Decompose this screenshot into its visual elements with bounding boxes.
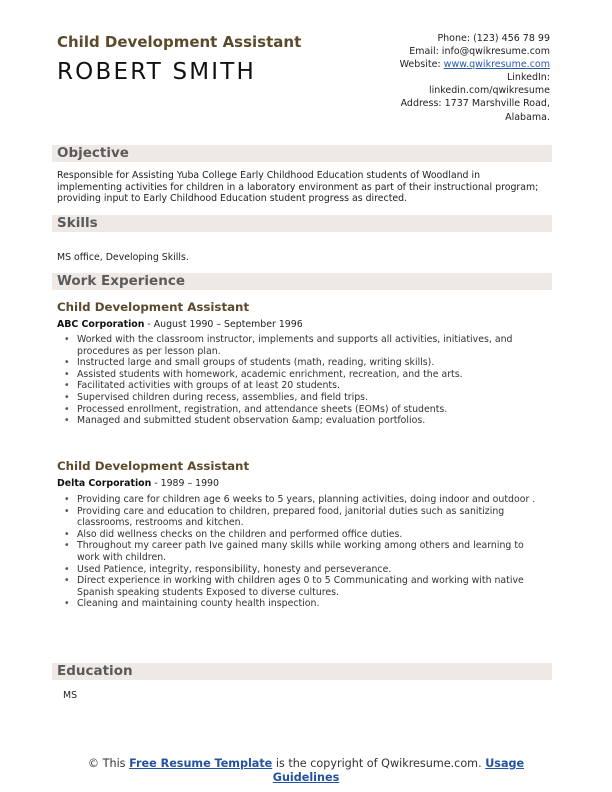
job-1-title: Child Development Assistant bbox=[57, 300, 250, 314]
list-item: • Processed enrollment, registration, and attendance sheets (EOMs) of students. bbox=[77, 404, 547, 416]
footer-prefix: © This bbox=[87, 757, 130, 770]
list-item: • Providing care for children age 6 weeks to 5 years, planning activities, doing indoor and outdoor . bbox=[77, 494, 547, 506]
candidate-name: ROBERT SMITH bbox=[57, 59, 257, 85]
header-job-title: Child Development Assistant bbox=[57, 33, 302, 51]
list-item: • Throughout my career path Ive gained many skills while working among others and learning to work with children. bbox=[77, 540, 547, 563]
education-section-header bbox=[52, 663, 552, 680]
website-label: Website: bbox=[399, 59, 444, 71]
skills-text: MS office, Developing Skills. bbox=[57, 252, 189, 263]
contact-linkedin-value: linkedin.com/qwikresume bbox=[428, 85, 550, 97]
contact-website bbox=[340, 58, 550, 71]
copyright-footer bbox=[0, 757, 612, 785]
list-item: • Also did wellness checks on the children and performed office duties. bbox=[77, 529, 547, 541]
usage-guidelines-link-part2[interactable]: Guidelines bbox=[272, 771, 340, 784]
job-1-dates: - August 1990 – September 1996 bbox=[144, 319, 303, 330]
job-2-company: Delta Corporation bbox=[57, 478, 152, 489]
list-item: • Managed and submitted student observation &amp; evaluation portfolios. bbox=[77, 415, 547, 427]
job-1-company: ABC Corporation bbox=[57, 319, 145, 330]
footer-middle: is the copyright of Qwikresume.com. bbox=[272, 757, 486, 770]
contact-linkedin-label: LinkedIn: bbox=[506, 72, 550, 84]
list-item: • Instructed large and small groups of students (math, reading, writing skills). bbox=[77, 357, 547, 369]
list-item: • Supervised children during recess, assemblies, and field trips. bbox=[77, 392, 547, 404]
skills-title: Skills bbox=[57, 215, 98, 231]
list-item: • Assisted students with homework, academic enrichment, recreation, and the arts. bbox=[77, 369, 547, 381]
objective-title: Objective bbox=[57, 145, 129, 161]
contact-block bbox=[340, 32, 550, 124]
education-text: MS bbox=[63, 690, 78, 701]
list-item: • Direct experience in working with children ages 0 to 5 Communicating and working with native Spanish speaking students Exposed to diverse cultures. bbox=[77, 575, 547, 598]
usage-guidelines-link-part1[interactable]: Usage bbox=[485, 757, 525, 770]
skills-section-header bbox=[52, 215, 552, 232]
job-2-company-line bbox=[57, 478, 219, 489]
list-item: • Facilitated activities with groups of at least 20 students. bbox=[77, 380, 547, 392]
work-title: Work Experience bbox=[57, 273, 185, 289]
education-title: Education bbox=[57, 663, 133, 679]
contact-address-line2: Alabama. bbox=[505, 111, 550, 123]
objective-section-header bbox=[52, 145, 552, 162]
job-1-bullets bbox=[57, 334, 547, 427]
list-item: • Providing care and education to children, prepared food, janitorial duties such as sanitizing classrooms, restrooms and kitchen. bbox=[77, 506, 547, 529]
resume-header bbox=[57, 33, 301, 85]
list-item: • Used Patience, integrity, responsibility, honesty and perseverance. bbox=[77, 564, 547, 576]
contact-address-line1: Address: 1737 Marshville Road, bbox=[400, 98, 550, 110]
website-link[interactable]: www.qwikresume.com bbox=[443, 59, 550, 71]
list-item: • Worked with the classroom instructor, implements and supports all activities, initiatives, and procedures as per lesson plan. bbox=[77, 334, 547, 357]
job-2-dates: - 1989 – 1990 bbox=[151, 478, 219, 489]
work-section-header bbox=[52, 273, 552, 290]
list-item: • Cleaning and maintaining county health inspection. bbox=[77, 598, 547, 610]
job-2-bullets bbox=[57, 494, 547, 610]
objective-text: Responsible for Assisting Yuba College Early Childhood Education students of Woodland in implementing activities for children in a laboratory environment as part of their instructional program; providing input to Early Childhood Education student progress as directed. bbox=[57, 170, 539, 205]
free-resume-template-link[interactable]: Free Resume Template bbox=[129, 757, 273, 770]
job-1-company-line bbox=[57, 319, 303, 330]
contact-email: Email: info@qwikresume.com bbox=[409, 46, 550, 58]
job-2-title: Child Development Assistant bbox=[57, 459, 250, 473]
contact-phone: Phone: (123) 456 78 99 bbox=[437, 33, 550, 44]
